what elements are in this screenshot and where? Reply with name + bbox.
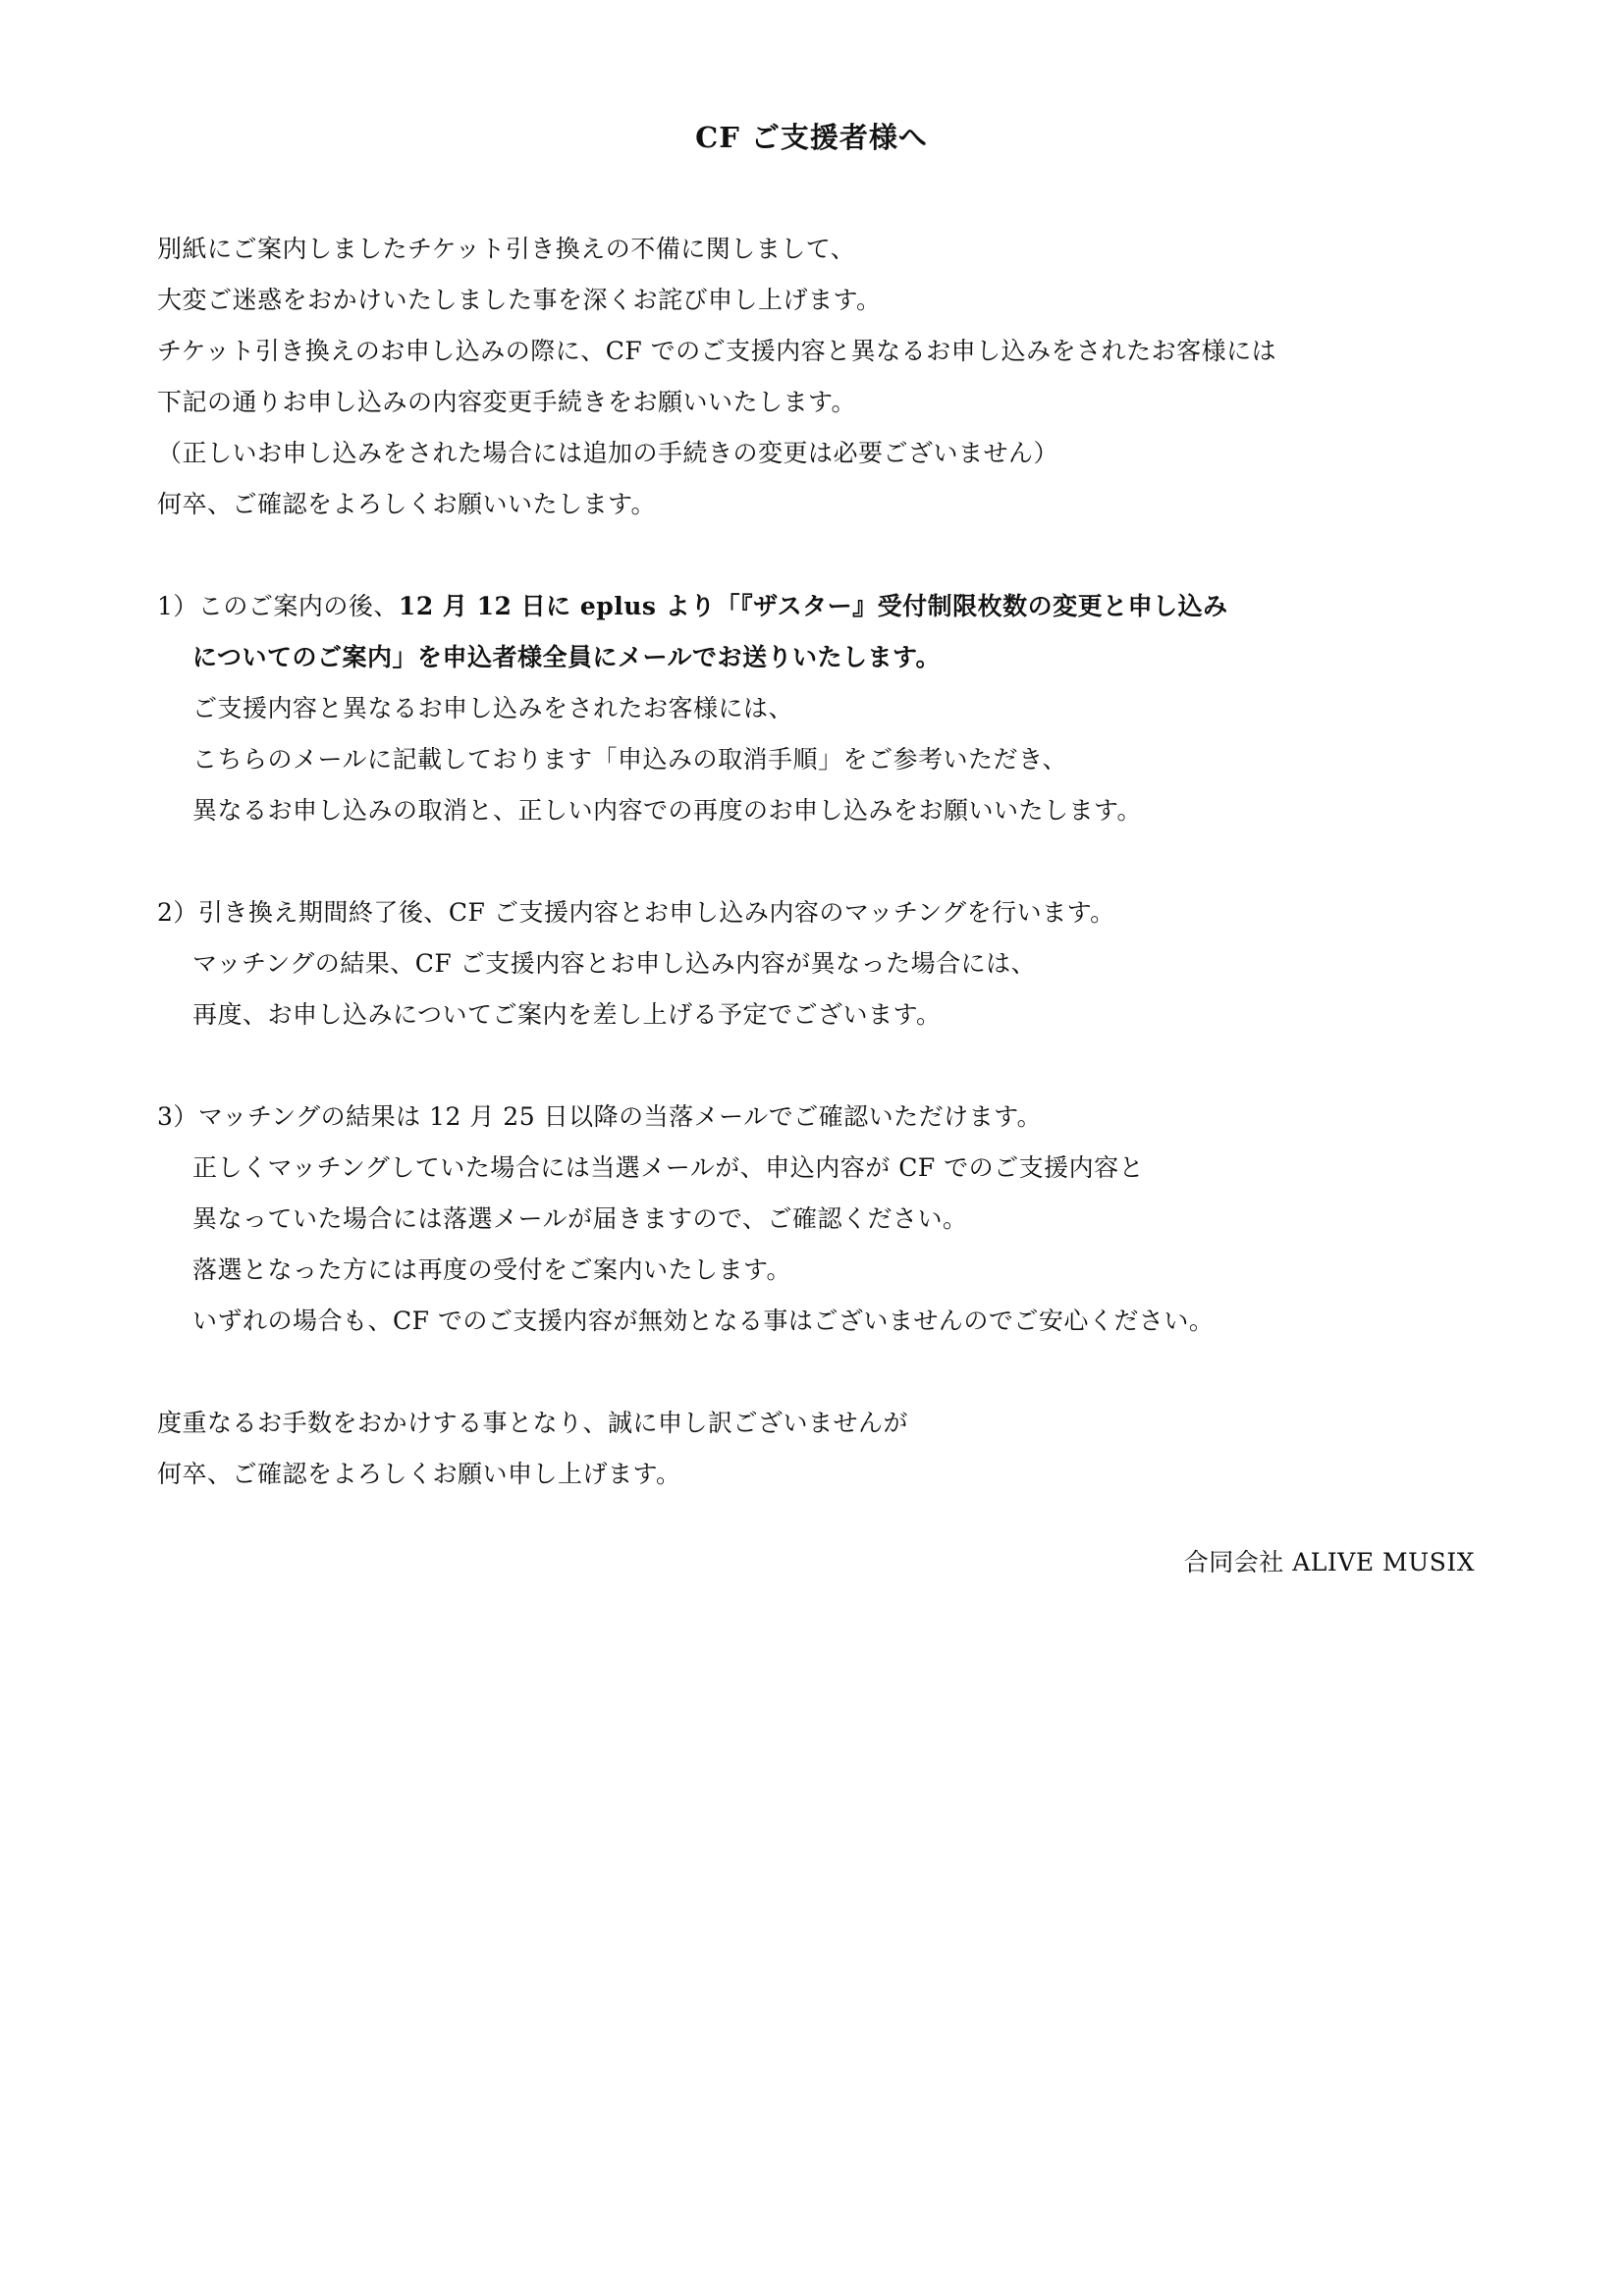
- section-2-line: 再度、お申し込みについてご案内を差し上げる予定でございます。: [192, 1000, 942, 1029]
- section-1-line: ご支援内容と異なるお申し込みをされたお客様には、: [192, 694, 794, 722]
- intro-line: 下記の通りお申し込みの内容変更手続きをお願いいたします。: [157, 388, 857, 416]
- section-2-heading: 2）引き換え期間終了後、CF ご支援内容とお申し込み内容のマッチングを行います。: [157, 898, 1115, 927]
- closing-line: 度重なるお手数をおかけする事となり、誠に申し訳ございませんが: [157, 1409, 909, 1437]
- section-2-line: マッチングの結果、CF ご支援内容とお申し込み内容が異なった場合には、: [192, 949, 1037, 978]
- section-3-line: 落選となった方には再度の受付をご案内いたします。: [192, 1255, 792, 1284]
- section-3-line: いずれの場合も、CF でのご支援内容が無効となる事はございませんのでご安心ください。: [192, 1307, 1215, 1335]
- section-1-line: こちらのメールに記載しております「申込みの取消手順」をご参考いただき、: [192, 745, 1068, 774]
- section-1-emphasis: 12 月 12 日に eplus より「『ザスター』受付制限枚数の変更と申し込み: [398, 592, 1228, 620]
- section-3-line: 異なっていた場合には落選メールが届きますので、ご確認ください。: [192, 1204, 968, 1233]
- section-3-line: 正しくマッチングしていた場合には当選メールが、申込内容が CF でのご支援内容と: [192, 1153, 1145, 1182]
- closing-line: 何卒、ご確認をよろしくお願い申し上げます。: [157, 1460, 681, 1488]
- section-1-emphasis-line: についてのご案内」を申込者様全員にメールでお送りいたします。: [192, 643, 942, 671]
- section-1-prefix: 1）このご案内の後、: [157, 592, 399, 620]
- document-title: CF ご支援者様へ: [695, 121, 928, 154]
- section-3-heading: 3）マッチングの結果は 12 月 25 日以降の当落メールでご確認いただけます。: [157, 1102, 1043, 1131]
- intro-line: （正しいお申し込みをされた場合には追加の手続きの変更は必要ございません）: [157, 439, 1059, 467]
- section-1-line: 異なるお申し込みの取消と、正しい内容での再度のお申し込みをお願いいたします。: [192, 796, 1143, 825]
- intro-line: 何卒、ご確認をよろしくお願いいたします。: [157, 490, 657, 518]
- intro-line: チケット引き換えのお申し込みの際に、CF でのご支援内容と異なるお申し込みをされたお客様には: [157, 337, 1277, 365]
- intro-line: 別紙にご案内しましたチケット引き換えの不備に関しまして、: [157, 235, 856, 263]
- intro-line: 大変ご迷惑をおかけいたしました事を深くお詫び申し上げます。: [157, 286, 882, 314]
- section-1-heading: [157, 591, 1228, 622]
- company-signature: 合同会社 ALIVE MUSIX: [1183, 1548, 1475, 1576]
